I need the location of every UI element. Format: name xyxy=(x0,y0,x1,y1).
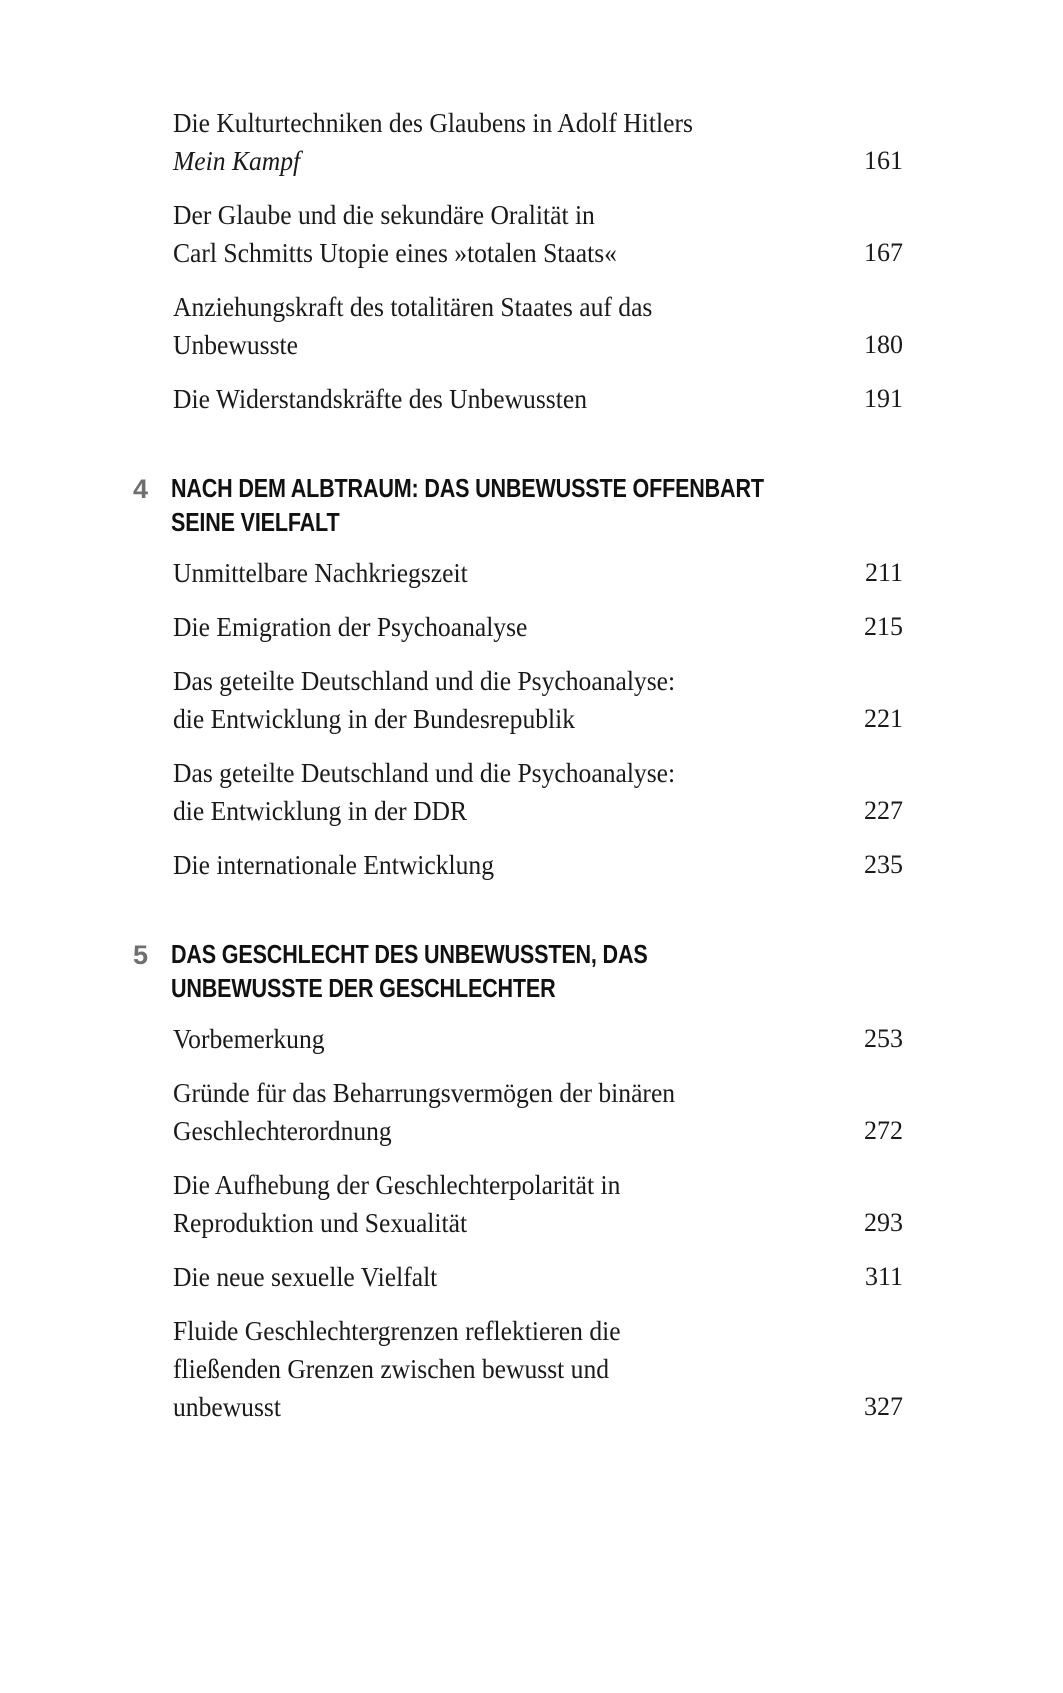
toc-entry-title xyxy=(173,846,785,884)
toc-entry-line: Die Kulturtechniken des Glaubens in Adolf Hitlers xyxy=(173,107,693,138)
toc-entry-page-number: 293 xyxy=(864,1208,903,1237)
chapter-title: NACH DEM ALBTRAUM: DAS UNBEWUSSTE OFFENBART SEINE VIELFALT xyxy=(171,475,764,537)
toc-entry-line: die Entwicklung in der DDR xyxy=(173,795,468,826)
toc-entry-title xyxy=(173,104,785,180)
toc-entry-page-number: 311 xyxy=(864,1262,903,1291)
toc-entry-line: Die Emigration der Psychoanalyse xyxy=(173,611,528,642)
toc-entry-line: Reproduktion und Sexualität xyxy=(173,1207,468,1238)
toc-entry[interactable] xyxy=(133,1020,903,1058)
toc-chapter-heading[interactable] xyxy=(133,938,903,1006)
toc-entry-title xyxy=(173,1074,785,1150)
chapter-title: DAS GESCHLECHT DES UNBEWUSSTEN, DAS UNBEWUSSTE DER GESCHLECHTER xyxy=(171,941,648,1003)
toc-entry[interactable] xyxy=(133,608,903,646)
toc-entry-line: Unbewusste xyxy=(173,329,299,360)
toc-entry-title xyxy=(173,1166,785,1242)
toc-list xyxy=(133,104,903,1442)
toc-entry-line: Die Aufhebung der Geschlechterpolarität in xyxy=(173,1169,621,1200)
toc-entry[interactable] xyxy=(133,846,903,884)
toc-entry-line: Geschlechterordnung xyxy=(173,1115,392,1146)
toc-entry-line: Die Widerstandskräfte des Unbewussten xyxy=(173,383,587,414)
toc-chapter-heading[interactable] xyxy=(133,472,903,540)
toc-entry[interactable] xyxy=(133,196,903,272)
toc-entry[interactable] xyxy=(133,380,903,418)
toc-entry-page-number: 180 xyxy=(864,330,903,359)
toc-entry[interactable] xyxy=(133,1166,903,1242)
toc-entry-line: Die internationale Entwicklung xyxy=(173,849,495,880)
toc-entry-page-number: 167 xyxy=(864,238,903,267)
toc-entry-title xyxy=(173,1258,785,1296)
toc-entry-line: Fluide Geschlechtergrenzen reflektieren die xyxy=(173,1315,621,1346)
toc-entry-line: die Entwicklung in der Bundesrepublik xyxy=(173,703,576,734)
toc-entry[interactable] xyxy=(133,1258,903,1296)
toc-entry-line: unbewusst xyxy=(173,1391,281,1422)
toc-entry-title xyxy=(173,196,785,272)
chapter-number: 5 xyxy=(133,940,148,970)
toc-entry-page-number: 327 xyxy=(864,1392,903,1421)
toc-entry-line: Gründe für das Beharrungsvermögen der binären xyxy=(173,1077,676,1108)
toc-entry-title xyxy=(173,288,785,364)
toc-entry-page-number: 235 xyxy=(864,850,903,879)
toc-entry-title xyxy=(173,554,785,592)
toc-entry[interactable] xyxy=(133,1074,903,1150)
toc-entry[interactable] xyxy=(133,288,903,364)
toc-entry-title xyxy=(173,1312,785,1426)
toc-entry-page-number: 211 xyxy=(864,558,903,587)
toc-entry-title xyxy=(173,754,785,830)
toc-entry-line: Carl Schmitts Utopie eines »totalen Staats« xyxy=(173,237,617,268)
toc-entry-page-number: 191 xyxy=(864,384,903,413)
toc-entry-line: Unmittelbare Nachkriegszeit xyxy=(173,557,468,588)
toc-entry-page-number: 227 xyxy=(864,796,903,825)
chapter-number: 4 xyxy=(133,474,148,504)
toc-entry-page-number: 215 xyxy=(864,612,903,641)
toc-entry-page-number: 161 xyxy=(864,146,903,175)
toc-entry-title xyxy=(173,608,785,646)
toc-entry-line: Die neue sexuelle Vielfalt xyxy=(173,1261,438,1292)
toc-entry-line: fließenden Grenzen zwischen bewusst und xyxy=(173,1353,610,1384)
toc-entry[interactable] xyxy=(133,1312,903,1426)
toc-entry-title xyxy=(173,380,785,418)
toc-entry-line: Vorbemerkung xyxy=(173,1023,325,1054)
toc-entry-line: Das geteilte Deutschland und die Psychoanalyse: xyxy=(173,757,676,788)
toc-entry-page-number: 272 xyxy=(864,1116,903,1145)
toc-entry-title xyxy=(173,662,785,738)
toc-entry-line: Das geteilte Deutschland und die Psychoanalyse: xyxy=(173,665,676,696)
toc-entry-line: Anziehungskraft des totalitären Staates auf das xyxy=(173,291,653,322)
toc-entry-title xyxy=(173,1020,785,1058)
toc-entry-line: Der Glaube und die sekundäre Oralität in xyxy=(173,199,595,230)
toc-entry-line-italic: Mein Kampf xyxy=(173,145,301,176)
toc-entry[interactable] xyxy=(133,104,903,180)
toc-entry[interactable] xyxy=(133,662,903,738)
toc-entry-page-number: 253 xyxy=(864,1024,903,1053)
toc-entry[interactable] xyxy=(133,754,903,830)
toc-entry[interactable] xyxy=(133,554,903,592)
toc-entry-page-number: 221 xyxy=(864,704,903,733)
